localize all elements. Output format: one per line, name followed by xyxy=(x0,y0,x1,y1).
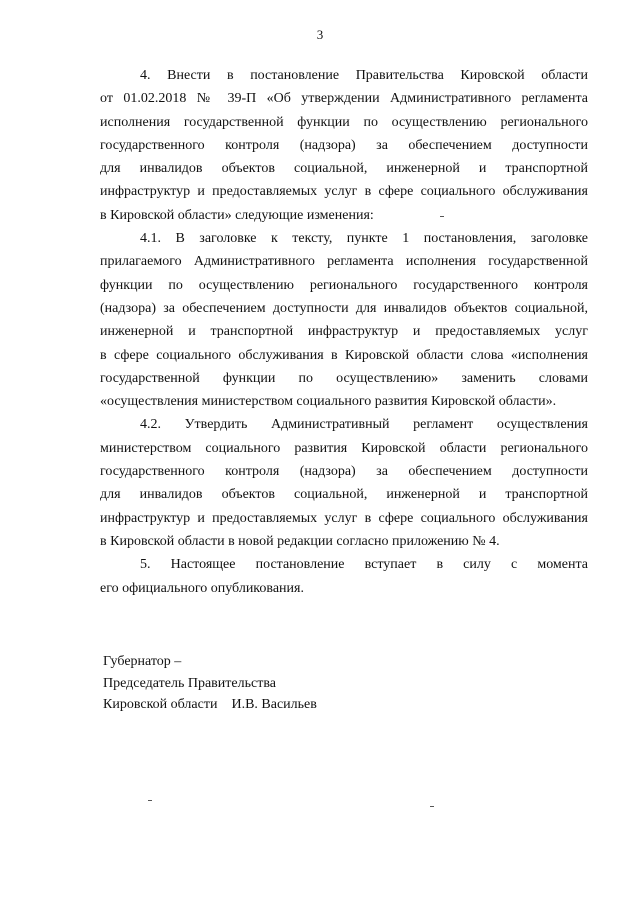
paragraph-line: прилагаемого Административного регламента исполнения государственной xyxy=(100,254,588,270)
document-body xyxy=(100,64,588,600)
signature-name: И.В. Васильев xyxy=(231,697,317,712)
paragraph-line: для инвалидов объектов социальной, инженерной и транспортной xyxy=(100,161,588,177)
paragraph-line: 4.1. В заголовке к тексту, пункте 1 постановления, заголовке xyxy=(140,231,588,247)
signature-org: Кировской области xyxy=(103,697,218,712)
paragraph-5 xyxy=(100,553,588,600)
paragraph-line: инфраструктур и предоставляемых услуг в сфере социального обслуживания xyxy=(100,184,588,200)
paragraph-4 xyxy=(100,64,588,227)
paragraph-line: государственной функции по осуществлению» заменить словами xyxy=(100,370,588,386)
signature-position: Председатель Правительства xyxy=(103,675,276,691)
paragraph-line: министерством социального развития Кировской области регионального xyxy=(100,440,588,456)
scan-speck xyxy=(148,800,152,801)
paragraph-line: для инвалидов объектов социальной, инженерной и транспортной xyxy=(100,487,588,503)
scan-speck xyxy=(440,216,444,217)
paragraph-line: 4.2. Утвердить Административный регламент осуществления xyxy=(140,417,588,433)
paragraph-line: в Кировской области» следующие изменения: xyxy=(100,207,374,223)
paragraph-line: 4. Внести в постановление Правительства Кировской области xyxy=(140,68,588,83)
paragraph-4-1 xyxy=(100,227,588,413)
paragraph-line: от 01.02.2018 № 39-П «Об утверждении Административного регламента xyxy=(100,91,588,107)
paragraph-line: инженерной и транспортной инфраструктур и предоставляемых услуг xyxy=(100,324,588,340)
signature-block xyxy=(103,651,317,716)
paragraph-line: в сфере социального обслуживания в Кировской области слова «исполнения xyxy=(100,347,588,363)
paragraph-line: его официального опубликования. xyxy=(100,580,304,596)
signature-title: Губернатор – xyxy=(103,654,182,669)
paragraph-line: функции по осуществлению регионального государственного контроля xyxy=(100,277,588,293)
paragraph-4-2 xyxy=(100,413,588,553)
paragraph-line: государственного контроля (надзора) за обеспечением доступности xyxy=(100,137,588,153)
paragraph-line: инфраструктур и предоставляемых услуг в сфере социального обслуживания xyxy=(100,510,588,526)
paragraph-line: (надзора) за обеспечением доступности для инвалидов объектов социальной, xyxy=(100,300,588,316)
paragraph-line: «осуществления министерством социального развития Кировской области». xyxy=(100,394,557,410)
paragraph-line: 5. Настоящее постановление вступает в силу с момента xyxy=(140,557,588,573)
paragraph-line: исполнения государственной функции по осуществлению регионального xyxy=(100,114,588,130)
scan-speck xyxy=(430,806,434,807)
signature-org-and-name xyxy=(103,694,317,716)
paragraph-line: государственного контроля (надзора) за обеспечением доступности xyxy=(100,464,588,480)
paragraph-line: в Кировской области в новой редакции согласно приложению № 4. xyxy=(100,533,500,549)
page-number: 3 xyxy=(316,27,324,42)
